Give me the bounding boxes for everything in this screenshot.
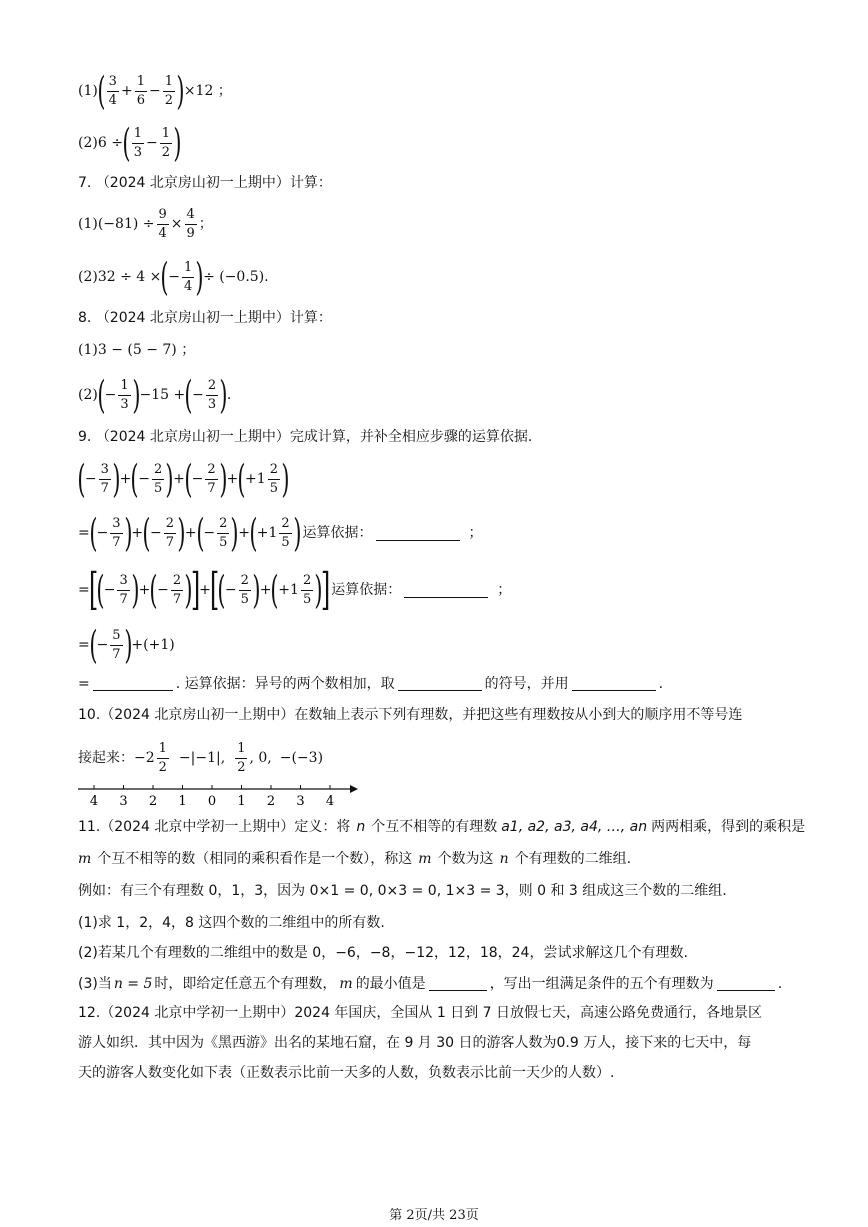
fraction: $\frac{4}{9}$ xyxy=(186,207,195,241)
q6-part2: (2) 6 ÷ ( $\frac{1}{3}$ − $\frac{1}{2}$ ) xyxy=(78,121,182,165)
axis-tick-label: 4 xyxy=(89,794,99,809)
axis-tick-label: 1 xyxy=(178,794,187,809)
q11-part3: (3)当 n = 5 时，即给定任意五个有理数， m 的最小值是 ，写出一组满足条件的五个有理数为 . xyxy=(78,975,783,992)
page-footer: 第 2页/共 23页 xyxy=(389,1208,479,1223)
fraction: $\frac{3}{4}$ xyxy=(108,73,117,108)
fraction: $\frac{1}{3}$ xyxy=(133,125,143,160)
q11-example: 例如：有三个有理数 0，1，3，因为 0×1 = 0, 0×3 = 0, 1×3 = 3，则 0 和 3 组成这三个数的二维组. xyxy=(78,883,727,899)
q7-part2: (2) 32 ÷ 4 × ( − $\frac{1}{4}$ ) ÷ (−0.5). xyxy=(78,255,269,299)
q7-part1: (1) (−81) ÷ $\frac{9}{4}$ × $\frac{4}{9}$ ； xyxy=(78,207,213,241)
axis-tick-label: 1 xyxy=(237,794,246,809)
fraction: $\frac{3}{7}$ xyxy=(112,515,121,550)
fraction: $\frac{5}{7}$ xyxy=(112,627,121,662)
fraction: $\frac{2}{7}$ xyxy=(165,515,174,550)
answer-blank[interactable] xyxy=(717,976,775,991)
axis-tick-label: 4 xyxy=(325,794,335,809)
fraction: $\frac{2}{5}$ xyxy=(153,461,163,496)
fraction: $\frac{2}{5}$ xyxy=(240,572,249,607)
q12-line2: 游人如织．其中因为《黑西游》出名的某地石窟，在 9 月 30 日的游客人数为0.9 万人，接下来的七天中，每 xyxy=(78,1035,752,1051)
fraction: $\frac{1}{2}$ xyxy=(158,741,167,775)
answer-blank[interactable] xyxy=(572,676,656,691)
fraction: $\frac{1}{2}$ xyxy=(161,125,171,160)
axis-tick-label: 3 xyxy=(119,794,128,809)
fraction: $\frac{9}{4}$ xyxy=(158,207,167,241)
fraction: $\frac{3}{7}$ xyxy=(119,572,128,607)
answer-blank[interactable] xyxy=(376,526,460,541)
q9-row5: = . 运算依据：异号的两个数相加，取 的符号，并用 . xyxy=(78,675,664,692)
q10-title: 10.（2024 北京房山初一上期中）在数轴上表示下列有理数，并把这些有理数按从小到大的顺序用不等号连 xyxy=(78,707,743,723)
q11-line2: m 个互不相等的数（相同的乘积看作是一个数），称这 m 个数为这 n 个有理数的二维组. xyxy=(78,851,632,867)
q6-p1-label: (1) xyxy=(78,83,98,99)
q6-p1-tail: ×12 ； xyxy=(183,83,232,99)
q6-part1: (1) ( $\frac{3}{4}$ + $\frac{1}{6}$ − $\frac{1}{2}$ ) ×12 ； xyxy=(78,69,232,113)
fraction: $\frac{1}{6}$ xyxy=(136,73,145,108)
answer-blank[interactable] xyxy=(93,676,173,691)
fraction: $\frac{1}{2}$ xyxy=(164,73,173,108)
fraction: $\frac{2}{5}$ xyxy=(269,461,278,496)
q9-row1: ( − $\frac{3}{7}$ ) + ( − $\frac{2}{5}$ ) + ( − $\frac{2}{7}$ ) + ( +1 $\frac{2}{5}$ ) xyxy=(77,457,290,501)
q9-row4: = ( − $\frac{5}{7}$ ) + (+1) xyxy=(78,623,175,667)
q9-title: 9. （2024 北京房山初一上期中）完成计算，并补全相应步骤的运算依据. xyxy=(78,429,533,445)
number-line[interactable] xyxy=(78,783,358,813)
answer-blank[interactable] xyxy=(398,676,482,691)
q8-part2: (2) ( − $\frac{1}{3}$ ) −15 + ( − $\frac{2}{3}$ ) . xyxy=(78,373,232,417)
fraction: $\frac{1}{4}$ xyxy=(183,259,193,294)
fraction: $\frac{3}{7}$ xyxy=(100,461,109,496)
answer-blank[interactable] xyxy=(404,583,488,598)
q10-numbers: 接起来： −2 $\frac{1}{2}$ −|−1|, $\frac{1}{2}$ , 0, −(−3) xyxy=(78,741,324,775)
q12-line1: 12.（2024 北京中学初一上期中）2024 年国庆，全国从 1 日到 7 日放假七天，高速公路免费通行，各地景区 xyxy=(78,1005,763,1021)
fraction: $\frac{2}{5}$ xyxy=(281,515,290,550)
fraction: $\frac{2}{7}$ xyxy=(207,461,216,496)
fraction: $\frac{2}{7}$ xyxy=(172,572,182,607)
q9-row2: = ( − $\frac{3}{7}$ ) + ( − $\frac{2}{7}$ ) + ( − $\frac{2}{5}$ ) + ( +1 $\frac{2}{5}$ ) 运算依据： ； xyxy=(78,511,483,555)
axis-tick-label: 3 xyxy=(296,794,305,809)
axis-tick-label: 2 xyxy=(148,794,158,809)
q11-part2: (2)若某几个有理数的二维组中的数是 0，−6，−8，−12，12，18，24，尝试求解这几个有理数. xyxy=(78,945,688,961)
axis-tick-label: 0 xyxy=(207,794,217,809)
q8-title: 8. （2024 北京房山初一上期中）计算： xyxy=(78,310,332,326)
sequence: a1, a2, a3, a4, …, an xyxy=(501,819,648,835)
q11-line1: 11.（2024 北京中学初一上期中）定义：将 n 个互不相等的有理数 a1, a2, a3, a4, …, an 两两相乘，得到的乘积是 xyxy=(78,819,806,835)
q9-row3: = [ ( − $\frac{3}{7}$ ) + ( − $\frac{2}{7}$ ) ] + [ ( − $\frac{2}{5}$ ) + ( +1 $\frac{2}{5}$ ) ] 运算依据： ； xyxy=(78,564,512,615)
answer-blank[interactable] xyxy=(429,976,487,991)
axis-tick-label: 2 xyxy=(266,794,276,809)
q11-part1: (1)求 1，2，4，8 这四个数的二维组中的所有数. xyxy=(78,915,385,931)
q12-line3: 天的游客人数变化如下表（正数表示比前一天多的人数，负数表示比前一天少的人数）. xyxy=(78,1065,615,1081)
fraction: $\frac{2}{5}$ xyxy=(219,515,228,550)
fraction: $\frac{1}{2}$ xyxy=(237,741,246,775)
q8-part1: (1) 3 − (5 − 7) ； xyxy=(78,342,196,358)
q7-title: 7. （2024 北京房山初一上期中）计算： xyxy=(78,175,332,191)
fraction: $\frac{2}{5}$ xyxy=(302,572,312,607)
fraction: $\frac{1}{3}$ xyxy=(120,377,129,412)
fraction: $\frac{2}{3}$ xyxy=(207,377,217,412)
